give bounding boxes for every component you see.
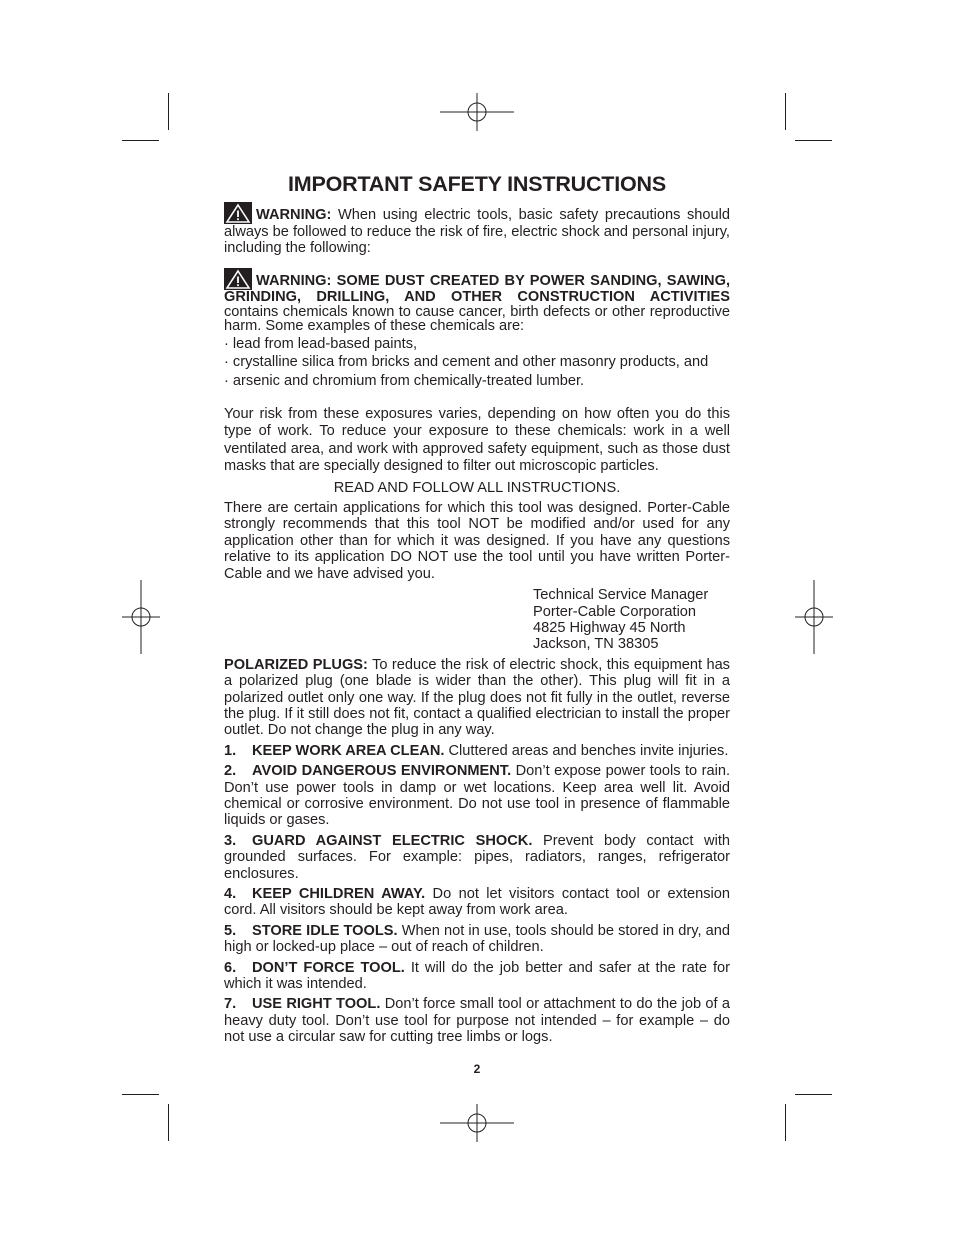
address-line: Porter-Cable Corporation [533, 603, 697, 620]
warning-triangle-icon [224, 268, 252, 290]
safety-rule: 4. KEEP CHILDREN AWAY. Do not let visitors contact tool or extension cord. All visitors should be kept away from work area. [224, 886, 731, 919]
registration-mark-right [795, 580, 833, 654]
address-line: Jackson, TN 38305 [533, 636, 659, 653]
safety-rule: 1. KEEP WORK AREA CLEAN. Cluttered areas and benches invite injuries. [224, 742, 729, 759]
crop-mark [785, 1104, 786, 1141]
applications-paragraph: There are certain applications for which this tool was designed. Porter-Cable strongly recommends that this tool NOT be modified and/or used for any application other than for which it was designed. If you have any questions relative to its application DO NOT use the tool until you have written Porter-Cable and we have advised you. [224, 500, 730, 582]
polarized-plugs-paragraph [224, 657, 730, 739]
warning-general [224, 202, 730, 257]
warning-label: WARNING: [256, 207, 332, 223]
page-content [224, 170, 730, 1046]
crop-mark [122, 1094, 159, 1095]
polarized-text: To reduce the risk of electric shock, this equipment has a polarized plug (one blade is wider than the other). This plug will fit in a polarized outlet only one way. If the plug does not fit fully in the outlet, reverse the plug. If it still does not fit, contact a qualified electrician to install the proper outlet. Do not change the plug in any way. [224, 656, 730, 739]
address-line: 4825 Highway 45 North [533, 619, 686, 636]
crop-mark [785, 93, 786, 130]
safety-rule: 7. USE RIGHT TOOL. Don’t force small tool or attachment to do the job of a heavy duty tool. Don’t use tool for purpose not intended – for example – do not use a circular saw for cutting tree limbs or logs. [224, 996, 730, 1046]
dust-warning-heading: WARNING: SOME DUST CREATED BY POWER SANDING, SAWING, GRINDING, DRILLING, AND OTHER CONSTRUCTION ACTIVITIES [224, 272, 730, 305]
warning-dust [224, 268, 730, 389]
address-line: Technical Service Manager [533, 587, 709, 604]
list-item: · arsenic and chromium from chemically-treated lumber. [224, 372, 585, 389]
risk-paragraph: Your risk from these exposures varies, depending on how often you do this type of work. To reduce your exposure to these chemicals: work in a well ventilated area, and work with approved safety equipment, such as those dust masks that are specially designed to filter out microscopic particles. [224, 406, 730, 475]
polarized-label: POLARIZED PLUGS: [224, 656, 368, 673]
registration-mark-top [440, 93, 514, 131]
registration-mark-left [122, 580, 160, 654]
safety-rule: 5. STORE IDLE TOOLS. When not in use, tools should be stored in dry, and high or locked-up place – out of reach of children. [224, 922, 731, 956]
contact-address [533, 587, 730, 653]
dust-warning-text: contains chemicals known to cause cancer, birth defects or other reproductive harm. Some examples of these chemicals are: [224, 303, 730, 335]
registration-mark-bottom [440, 1104, 514, 1142]
list-item: · crystalline silica from bricks and cement and other masonry products, and [224, 354, 709, 371]
page-number: 2 [473, 1062, 481, 1076]
safety-rule: 6. DON’T FORCE TOOL. It will do the job better and safer at the rate for which it was intended. [224, 959, 730, 993]
safety-rule: 3. GUARD AGAINST ELECTRIC SHOCK. Prevent body contact with grounded surfaces. For example: pipes, radiators, ranges, refrigerator enclosures. [224, 832, 730, 882]
crop-mark [122, 140, 159, 141]
page-title: IMPORTANT SAFETY INSTRUCTIONS [287, 172, 667, 196]
read-follow-heading: READ AND FOLLOW ALL INSTRUCTIONS. [333, 479, 621, 496]
crop-mark [795, 140, 832, 141]
warning-triangle-icon [224, 202, 252, 224]
crop-mark [168, 93, 169, 130]
crop-mark [795, 1094, 832, 1095]
list-item: · lead from lead-based paints, [224, 335, 418, 352]
safety-rule: 2. AVOID DANGEROUS ENVIRONMENT. Don’t expose power tools to rain. Don’t use power tools in damp or wet locations. Keep area well lit. Avoid chemical or corrosive environment. Do not use tool in presence of flammable liquids or gases. [224, 763, 730, 829]
warning-text: When using electric tools, basic safety precautions should always be followed to reduce the risk of fire, electric shock and personal injury, including the following: [224, 207, 730, 257]
crop-mark [168, 1104, 169, 1141]
